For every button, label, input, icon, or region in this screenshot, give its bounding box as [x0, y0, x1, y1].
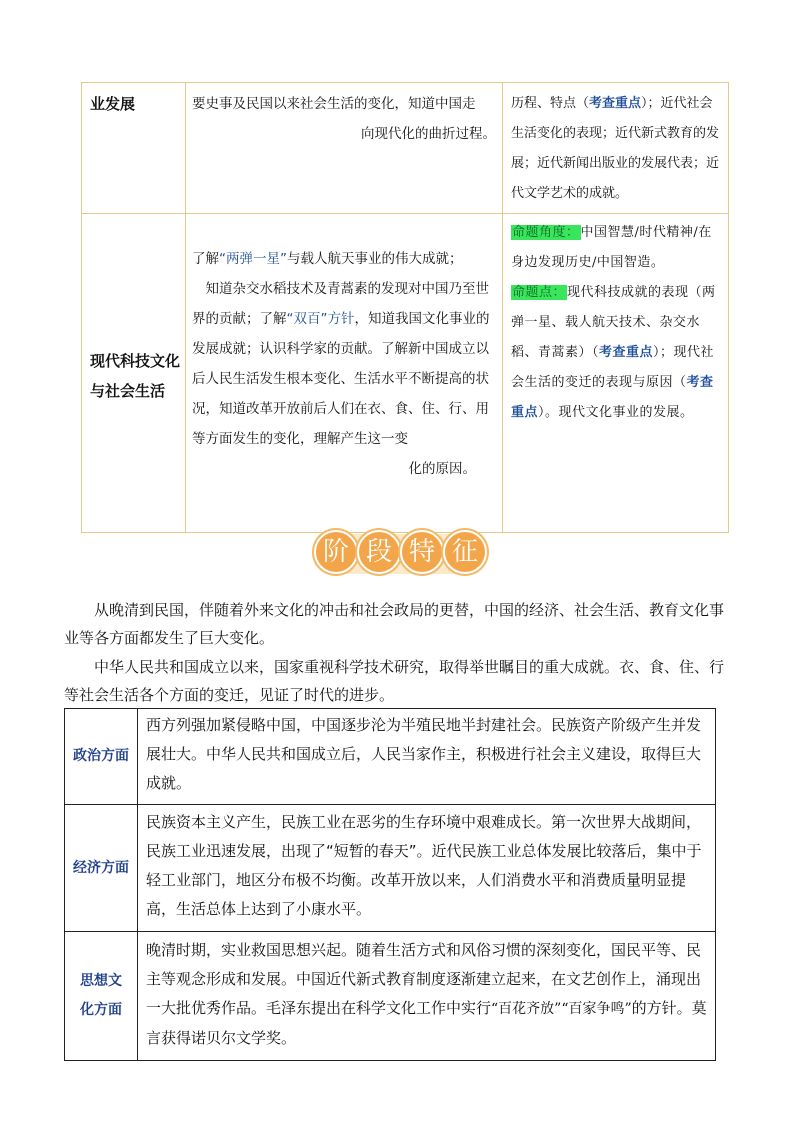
req-line2: 知道杂交水稻技术及青蒿素的发现对中国乃至世界的贡献；了解 — [192, 281, 489, 327]
point-text-b: ）；现代社会生活的变迁的表现与原因（ — [511, 345, 715, 390]
curriculum-table — [81, 82, 729, 533]
section-banner — [312, 530, 482, 578]
req-last: 化的原因。 — [408, 461, 476, 477]
requirement-cell — [186, 83, 503, 214]
point-text-c: ）。现代文化事业的发展。 — [538, 405, 694, 420]
requirement-text-1: 要史事及民国以来社会生活的变化，知道中国走 — [192, 96, 476, 112]
aspect-heading: 经济方面 — [65, 805, 138, 932]
double-hundred-policy: “双百”方针 — [286, 311, 355, 327]
key-point-label: 考查重点 — [589, 96, 642, 111]
requirement-cell — [186, 214, 503, 533]
angle-text: 中国智慧/时代精神/在身边发现历史/中国智造。 — [511, 225, 712, 270]
req-line2-b: ，知道我国文化事业的发展成就；认识科学家的贡献。了解新中国成立以后人民生活发生根本变化、生活水平不断提高的状况，知道改革开放前后人们在衣、食、住、行、用等方面发生的变化，理解产生这一变 — [192, 311, 490, 447]
angle-label: 命题角度： — [512, 225, 580, 240]
key-point-label-1: 考查重点 — [599, 345, 654, 360]
two-bombs-one-satellite: “两弹一星” — [219, 251, 287, 267]
topic-cell: 业发展 — [82, 83, 186, 214]
characteristics-table — [64, 708, 716, 1061]
hundred-flowers-quote: “百花齐放”“百家争鸣” — [491, 1000, 632, 1017]
points-text-b: ）；近代社会生活变化的表现；近代新式教育的发展；近代新闻出版业的发展代表；近代文学艺术的成就。 — [511, 96, 720, 201]
banner-char: 段 — [357, 530, 401, 574]
aspect-heading-line2: 化方面 — [80, 1002, 122, 1018]
table-row — [65, 932, 716, 1061]
intro-paragraph-2: 中华人民共和国成立以来，国家重视科学技术研究，取得举世瞩目的重大成就。衣、食、住、行等社会生活各个方面的变迁，见证了时代的进步。 — [64, 658, 725, 704]
aspect-body: 民族资本主义产生，民族工业在恶劣的生存环境中艰难成长。第一次世界大战期间，民族工业迅速发展，出现了“短暂的春天”。近代民族工业总体发展比较落后，集中于轻工业部门，地区分布极不均衡。改革开放以来，人们消费水平和消费质量明显提高，生活总体上达到了小康水平。 — [138, 805, 716, 932]
banner-char: 特 — [400, 530, 444, 574]
banner-char: 阶 — [314, 530, 358, 574]
banner-char: 征 — [443, 530, 487, 574]
aspect-body-a: 晚清时期，实业救国思想兴起。随着生活方式和风俗习惯的深刻变化，国民平等、民主等观念形成和发展。中国近代新式教育制度逐渐建立起来，在文艺创作上，涌现出一大批优秀作品。毛泽东提出在科学文化工作中实行 — [146, 940, 702, 1017]
aspect-body — [138, 932, 716, 1061]
table-row — [65, 709, 716, 805]
exam-points-cell — [503, 83, 729, 214]
table-row — [65, 805, 716, 932]
req-line1-b: 与载人航天事业的伟大成就； — [287, 251, 463, 267]
table-row — [82, 83, 729, 214]
aspect-body: 西方列强加紧侵略中国，中国逐步沦为半殖民地半封建社会。民族资产阶级产生并发展壮大。中华人民共和国成立后，人民当家作主，积极进行社会主义建设，取得巨大成就。 — [138, 709, 716, 805]
table-row — [82, 214, 729, 533]
aspect-heading — [65, 932, 138, 1061]
aspect-heading: 政治方面 — [65, 709, 138, 805]
point-text-a: 现代科技成就的表现（两弹一星、载人航天技术、杂交水稻、青蒿素）（ — [511, 285, 716, 360]
key-point-label-2: 考查重点 — [511, 375, 714, 420]
aspect-body-b: 的方针。莫言获得诺贝尔文学奖。 — [146, 998, 707, 1047]
point-label: 命题点： — [512, 285, 567, 300]
topic-cell: 现代科技文化与社会生活 — [82, 214, 186, 533]
points-text-a: 历程、特点（ — [511, 96, 590, 111]
req-line1-a: 了解 — [192, 251, 219, 267]
exam-points-cell — [503, 214, 729, 533]
intro-paragraph-1: 从晚清到民国，伴随着外来文化的冲击和社会政局的更替，中国的经济、社会生活、教育文化事业等各方面都发生了巨大变化。 — [64, 601, 725, 647]
aspect-heading-line1: 思想文 — [80, 973, 122, 989]
requirement-text-2: 向现代化的曲折过程。 — [361, 126, 496, 142]
